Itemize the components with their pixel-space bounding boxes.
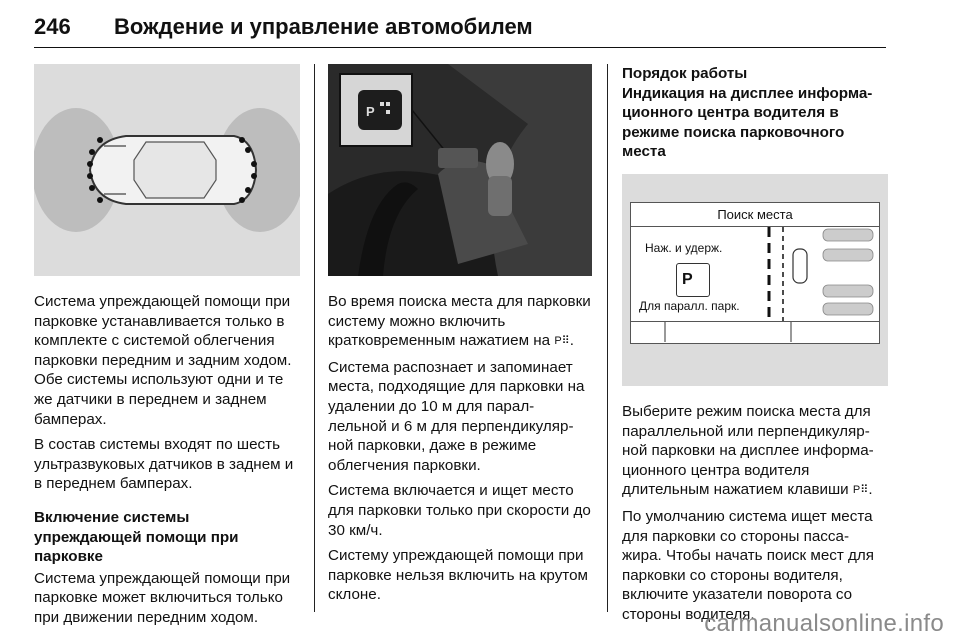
column-middle [328,64,592,605]
paragraph: По умолчанию система ищет места для парковки со стороны пасса-жира. Чтобы начать поиск мест для парковки со стороны водителя, включите указатели поворота со стороны водителя. [622,507,874,623]
parking-key-icon [676,263,710,297]
parking-lane-graphic [759,227,879,321]
paragraph: В состав системы входят по шесть ультразвуковых датчиков в заднем и в переднем бамперах. [34,436,294,493]
column-right [622,64,888,625]
parking-key-letter: P [682,270,693,288]
paragraph: Система упреждающей помощи при парковке устанавливается только в комплекте с системой облегчения парковки передним и задним ходом. Обе системы используют одни и те же датчики в переднем и заднем бамперах. [34,293,292,428]
paragraph-text: Выберите режим поиска места для параллельной или перпендикуляр-ной парковки на дисплее информа-ционного центра водителя длительным нажатием клавиши [622,402,874,499]
paragraph [622,402,888,501]
dic-hold-hint: Наж. и удерж. [645,240,723,255]
svg-text:P: P [366,104,375,119]
paragraph-text: . [569,332,574,350]
column-divider [607,64,608,612]
paragraph: Система упреждающей помощи при парковке может включиться только при движении передним ходом. [34,569,291,626]
paragraph: Система включается и ищет место для парковки только при скорости до 30 км/ч. [328,482,591,539]
paragraph-text: . [868,481,873,499]
dic-mode-label: Для паралл. парк. [639,298,740,313]
section-subheading: Индикация на дисплее информа-ционного центра водителя в режиме поиска парковочного места [622,84,873,161]
page-title: Вождение и управление автомобилем [114,14,533,39]
paragraph-text: Во время поиска места для парковки систему можно включить кратковременным нажатием на [328,293,591,350]
page-header [34,8,886,48]
parking-assist-key-icon: P⠿ [852,484,869,497]
figure-car-sensors [34,64,300,276]
section-heading: Порядок работы [622,65,748,82]
figure-console-button [328,64,592,276]
dic-title: Поиск места [631,203,879,227]
figure-dic-display [622,174,888,386]
paragraph: Систему упреждающей помощи при парковке нельзя включить на крутом склоне. [328,547,588,604]
watermark: carmanualsonline.info [704,610,944,637]
paragraph: Система распознает и запоминает места, подходящие для парковки на удалении до 10 м для парал-лельной и 6 м для перпендикуляр-ной парковки, даже в режиме облегчения парковки. [328,358,585,474]
parking-assist-key-icon: P⠿ [554,335,570,348]
dic-display [630,202,880,344]
column-left [34,64,300,628]
section-heading: Включение системы упреждающей помощи при парковке [34,508,239,566]
dic-bottom-bar [631,321,879,343]
paragraph [328,292,592,352]
column-divider [314,64,315,612]
page-number: 246 [34,14,71,39]
